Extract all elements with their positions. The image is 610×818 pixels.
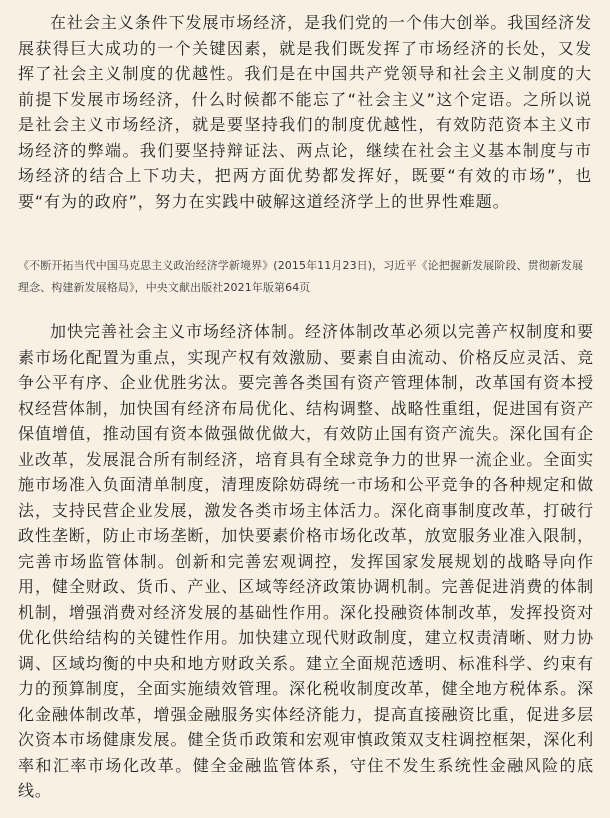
paragraph-economic-system-reform: 加快完善社会主义市场经济体制。经济体制改革必须以完善产权制度和要素市场化配置为重点，实现产权有效激励、要素自由流动、价格反应灵活、竞争公平有序、企业优胜劣汰。要完善各类国有资产管理体制，改革国有资本授权经营体制，加快国有经济布局优化、结构调整、战略性重组，促进国有资产保值增值，推动国有资本做强做优做大，有效防止国有资产流失。深化国有企业改革，发展混合所有制经济，培育具有全球竞争力的世界一流企业。全面实施市场准入负面清单制度，清理废除妨碍统一市场和公平竞争的各种规定和做法，支持民营企业发展，激发各类市场主体活力。深化商事制度改革，打破行政性垄断，防止市场垄断，加快要素价格市场化改革，放宽服务业准入限制，完善市场监管体制。创新和完善宏观调控，发挥国家发展规划的战略导向作用，健全财政、货币、产业、区域等经济政策协调机制。完善促进消费的体制机制，增强消费对经济发展的基础性作用。深化投融资体制改革，发挥投资对优化供给结构的关键性作用。加快建立现代财政制度，建立权责清晰、财力协调、区域均衡的中央和地方财政关系。建立全面规范透明、标准科学、约束有力的预算制度，全面实施绩效管理。深化税收制度改革，健全地方税体系。深化金融体制改革，增强金融服务实体经济能力，提高直接融资比重，促进多层次资本市场健康发展。健全货币政策和宏观审慎政策双支柱调控框架，深化利率和汇率市场化改革。健全金融监管体系，守住不发生系统性金融风险的底线。 xyxy=(18,322,594,800)
source-citation: 《不断开拓当代中国马克思主义政治经济学新境界》(2015年11月23日)，习近平《论把握新发展阶段、贯彻新发展理念、构建新发展格局》，中央文献出版社2021年版第64页 xyxy=(18,259,584,294)
paragraph-market-economy-socialism: 在社会主义条件下发展市场经济，是我们党的一个伟大创举。我国经济发展获得巨大成功的一个关键因素，就是我们既发挥了市场经济的长处，又发挥了社会主义制度的优越性。我们是在中国共产党领导和社会主义制度的大前提下发展市场经济，什么时候都不能忘了“社会主义”这个定语。之所以说是社会主义市场经济，就是要坚持我们的制度优越性，有效防范资本主义市场经济的弊端。我们要坚持辩证法、两点论，继续在社会主义基本制度与市场经济的结合上下功夫，把两方面优势都发挥好，既要“有效的市场”，也要“有为的政府”，努力在实践中破解这道经济学上的世界性难题。 xyxy=(18,13,592,211)
